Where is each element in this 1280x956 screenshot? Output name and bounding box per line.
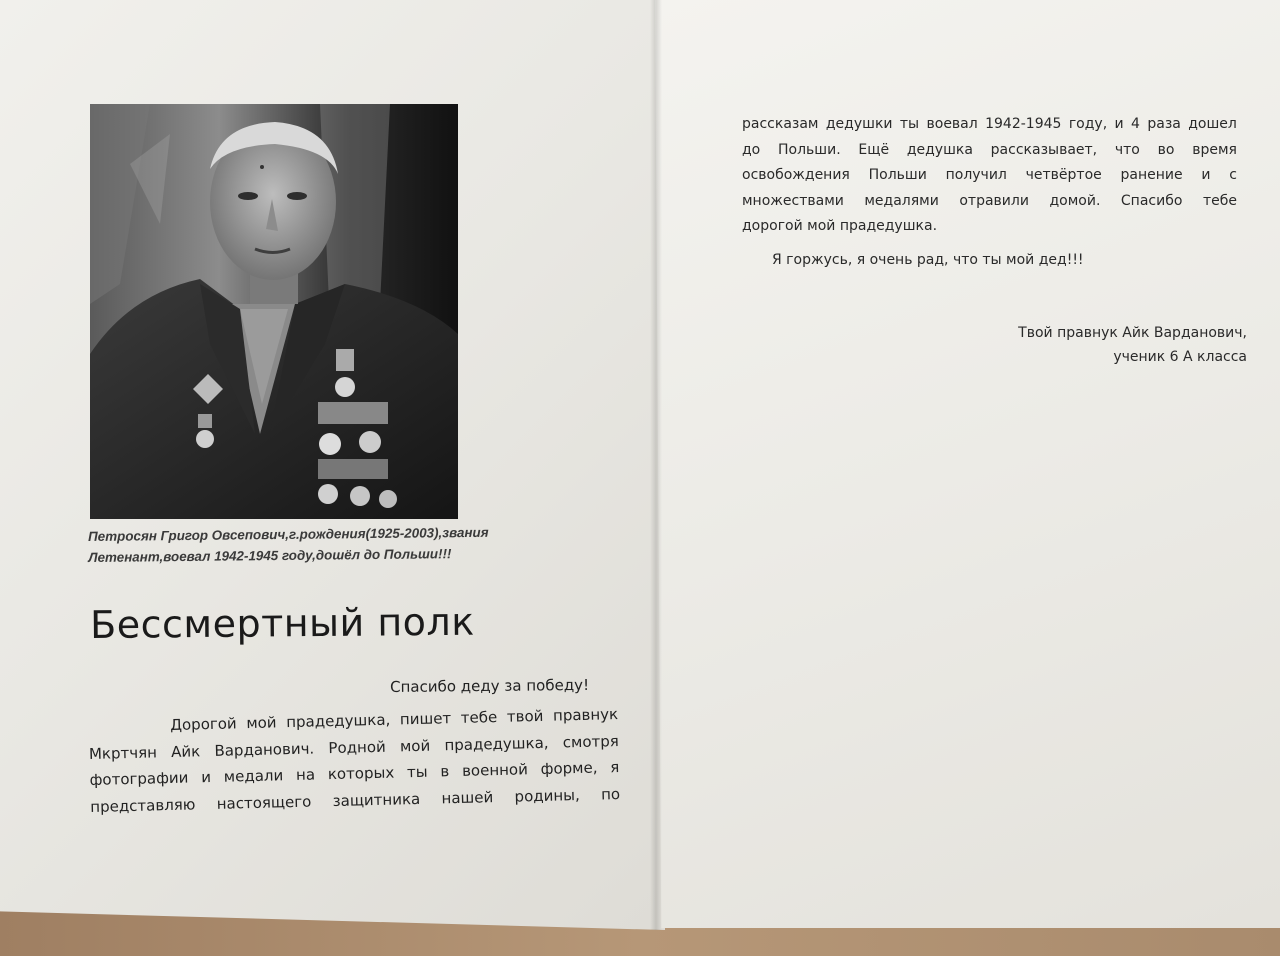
letter-word: тебе bbox=[1202, 192, 1237, 209]
letter-word: рассказам bbox=[742, 116, 819, 132]
letter-word: пишет bbox=[399, 709, 452, 729]
portrait-image bbox=[90, 104, 458, 519]
letter-word: и bbox=[1114, 116, 1124, 132]
letter-word: смотря bbox=[562, 731, 619, 751]
letter-word: на bbox=[295, 765, 316, 784]
caption-line-2: Летенант,воевал 1942-1945 году,дошёл до Польши!!! bbox=[88, 546, 452, 565]
letter-word: мой bbox=[399, 736, 431, 755]
letter-word: освобождения bbox=[742, 167, 850, 183]
letter-line bbox=[742, 138, 1237, 164]
letter-word: в bbox=[440, 762, 450, 781]
signature bbox=[1018, 321, 1247, 369]
letter-line bbox=[742, 163, 1237, 189]
letter-word: ты bbox=[899, 116, 920, 132]
letter-word: до bbox=[742, 141, 761, 158]
letter-word: отравили bbox=[959, 192, 1029, 209]
letter-word: я bbox=[610, 758, 620, 777]
signature-line-1: Твой правнук Айк Варданович, bbox=[1018, 325, 1247, 341]
letter-word: тебе bbox=[460, 708, 498, 727]
letter-word: форме, bbox=[540, 758, 598, 778]
veteran-portrait-photo bbox=[90, 104, 458, 519]
letter-word: что bbox=[1114, 141, 1140, 158]
letter-word: родины, bbox=[514, 785, 580, 806]
letter-word: твой bbox=[506, 706, 544, 726]
letter-body-right bbox=[742, 112, 1237, 240]
letter-word: раза bbox=[1147, 116, 1181, 132]
letter-word: дедушки bbox=[825, 116, 893, 132]
letter-word: Айк bbox=[170, 741, 201, 761]
letter-word: во bbox=[1157, 141, 1175, 158]
letter-word: Ещё bbox=[858, 141, 890, 158]
letter-word: медалями bbox=[864, 192, 939, 209]
letter-word: мой bbox=[246, 713, 277, 733]
letter-word: ранение bbox=[1120, 167, 1183, 183]
letter-word: и bbox=[201, 768, 212, 787]
letter-word: защитника bbox=[332, 789, 421, 810]
letter-word: и bbox=[1201, 167, 1211, 183]
letter-word: Польши bbox=[868, 167, 927, 183]
photo-caption bbox=[88, 521, 568, 568]
page-title: Бессмертный полк bbox=[90, 599, 475, 647]
letter-word: правнук bbox=[552, 705, 619, 725]
letter-word: которых bbox=[327, 763, 395, 784]
letter-word: множествами bbox=[742, 192, 844, 209]
letter-word: 1942-1945 bbox=[985, 116, 1062, 132]
letter-word: получил bbox=[945, 167, 1007, 183]
letter-word: ты bbox=[406, 762, 428, 782]
letter-word: домой. bbox=[1049, 192, 1101, 209]
letter-word: воевал bbox=[926, 116, 978, 132]
signature-line-2: ученик 6 А класса bbox=[1113, 349, 1247, 365]
letter-word: Варданович. bbox=[214, 738, 315, 760]
letter-word: фотографии bbox=[89, 768, 189, 789]
letter-word: Спасибо bbox=[1120, 192, 1183, 209]
letter-word: Дорогой bbox=[170, 714, 237, 734]
letter-word: медали bbox=[223, 766, 284, 786]
letter-word: 4 bbox=[1131, 116, 1140, 132]
letter-word: Мкртчян bbox=[88, 742, 158, 763]
letter-word: с bbox=[1229, 167, 1237, 183]
thanks-line: Спасибо деду за победу! bbox=[390, 675, 590, 696]
letter-word: дедушка bbox=[906, 141, 973, 158]
letter-word: военной bbox=[461, 760, 529, 780]
letter-word: Польши. bbox=[778, 141, 841, 158]
caption-line-1: Петросян Григор Овсепович,г.рождения(1925-2003),звания bbox=[88, 524, 489, 544]
letter-word: году, bbox=[1068, 116, 1108, 132]
sheet-overlap-shadow bbox=[650, 0, 662, 930]
letter-word: представляю bbox=[90, 794, 196, 816]
letter-last-line: дорогой мой прадедушка. bbox=[742, 218, 938, 234]
letter-word: настоящего bbox=[216, 792, 312, 813]
letter-line bbox=[742, 189, 1237, 215]
letter-word: Родной bbox=[328, 737, 386, 757]
letter-word: прадедушка, bbox=[285, 710, 391, 732]
letter-body-left bbox=[88, 701, 620, 820]
letter-word: прадедушка, bbox=[444, 733, 549, 754]
letter-word: рассказывает, bbox=[990, 141, 1098, 158]
letter-line bbox=[742, 112, 1237, 138]
letter-word: по bbox=[600, 784, 621, 803]
letter-word: дошел bbox=[1188, 116, 1237, 132]
letter-word: четвёртое bbox=[1025, 167, 1102, 183]
pride-line: Я горжусь, я очень рад, что ты мой дед!!! bbox=[772, 252, 1084, 268]
letter-word: время bbox=[1192, 141, 1237, 158]
letter-word: нашей bbox=[441, 787, 494, 807]
